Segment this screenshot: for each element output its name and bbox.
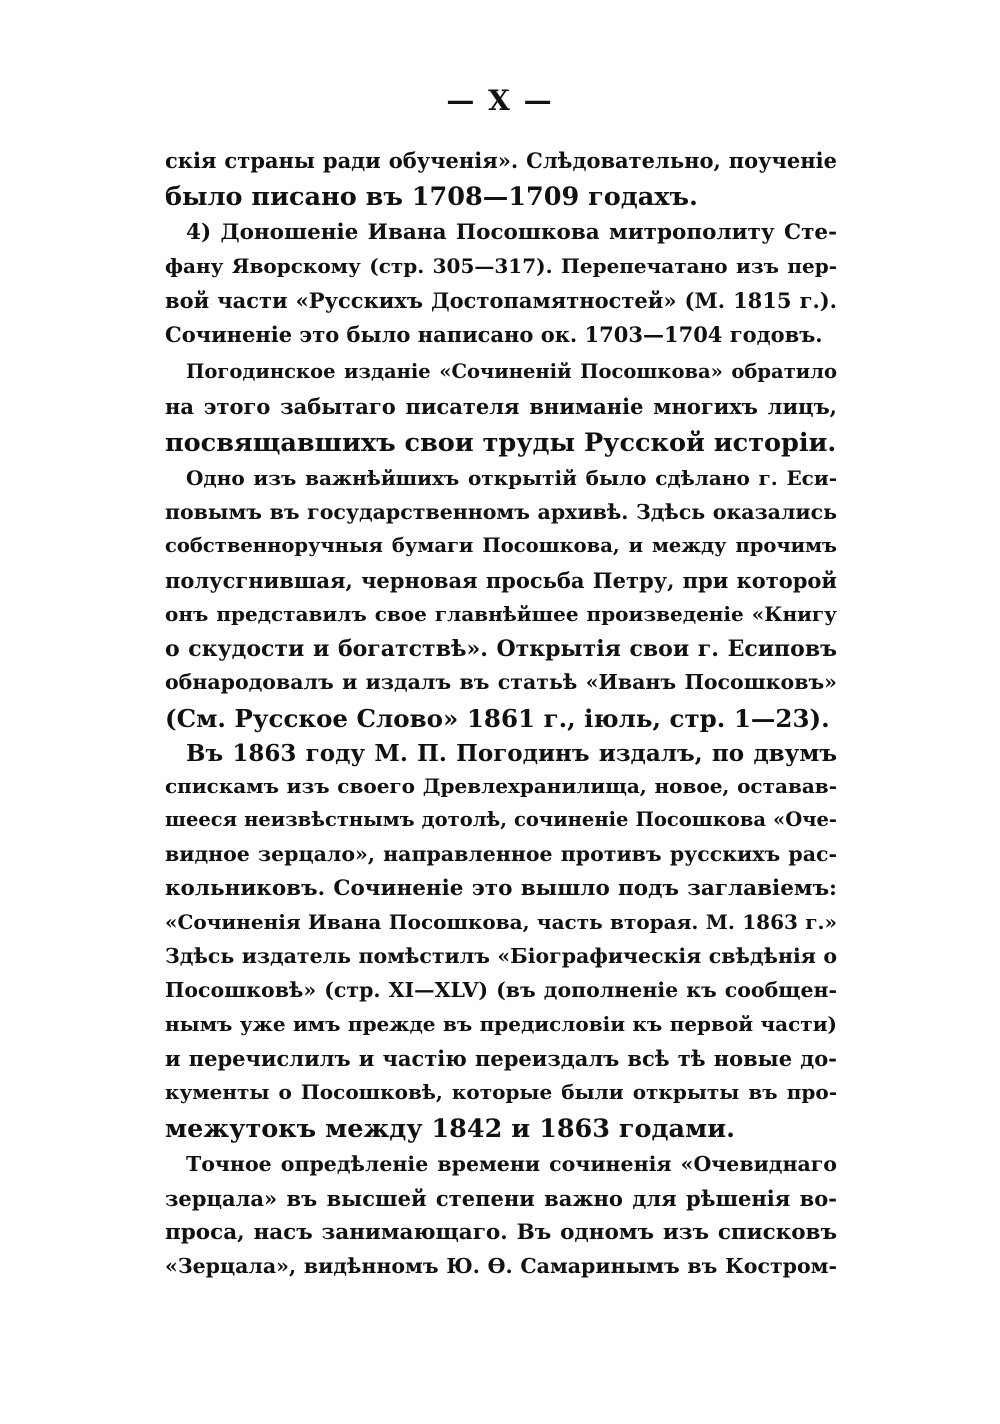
text-line: (См. Русское Слово» 1861 г., іюль, стр. 1—23). xyxy=(165,704,830,733)
text-line: Точное опредѣленіе времени сочиненія «Очевиднаго xyxy=(186,1152,837,1176)
text-line: онъ представилъ свое главнѣйшее произведеніе «Книгу xyxy=(165,602,837,626)
text-line: видное зерцало», направленное противъ русскихъ рас- xyxy=(165,842,837,866)
text-line: и перечислилъ и частію переиздалъ всѣ тѣ новые до- xyxy=(165,1046,837,1071)
page-number-header: — X — xyxy=(446,84,554,117)
text-line: собственноручныя бумаги Посошкова, и между прочимъ xyxy=(165,534,837,557)
text-line: Одно изъ важнѣйшихъ открытій было сдѣлано г. Еси- xyxy=(186,466,837,490)
text-line: о скудости и богатствѣ». Открытія свои г. Есиповъ xyxy=(165,636,837,662)
text-line: кольниковъ. Сочиненіе это вышло подъ заглавіемъ: xyxy=(165,876,837,901)
text-line: на этого забытаго писателя вниманіе многихъ лицъ, xyxy=(165,394,837,419)
text-line: полусгнившая, черновая просьба Петру, при которой xyxy=(165,568,837,593)
text-line: фану Яворскому (стр. 305—317). Перепечатано изъ пер- xyxy=(165,254,837,278)
text-line: повымъ въ государственномъ архивѣ. Здѣсь оказались xyxy=(165,500,837,524)
text-line: 4) Доношеніе Ивана Посошкова митрополиту Сте- xyxy=(186,220,837,245)
text-line: скія страны ради обученія». Слѣдовательно, поученіе xyxy=(165,148,837,173)
text-line: проса, насъ занимающаго. Въ одномъ изъ списковъ xyxy=(165,1220,837,1245)
text-line: спискамъ изъ своего Древлехранилища, новое, оставав- xyxy=(165,774,837,798)
text-line: Сочиненіе это было написано ок. 1703—1704 годовъ. xyxy=(165,322,823,347)
text-line: обнародовалъ и издалъ въ статьѣ «Иванъ Посошковъ» xyxy=(165,670,837,694)
text-line: вой части «Русскихъ Достопамятностей» (М. 1815 г.). xyxy=(165,288,837,313)
text-line: нымъ уже имъ прежде въ предисловіи къ первой части) xyxy=(165,1012,837,1036)
text-line: Погодинское изданіе «Сочиненій Посошкова» обратило xyxy=(186,360,837,383)
text-line: «Сочиненія Ивана Посошкова, часть вторая. М. 1863 г.» xyxy=(165,910,837,934)
text-line: посвящавшихъ свои труды Русской исторіи. xyxy=(165,428,837,458)
text-line: «Зерцала», видѣнномъ Ю. Ѳ. Самаринымъ въ Костром- xyxy=(165,1254,837,1278)
text-line: зерцала» въ высшей степени важно для рѣшенія во- xyxy=(165,1186,837,1211)
text-line: межутокъ между 1842 и 1863 годами. xyxy=(165,1114,736,1144)
text-line: Посошковѣ» (стр. XI—XLV) (въ дополненіе къ сообщен- xyxy=(165,978,837,1002)
text-line: Въ 1863 году М. П. Погодинъ издалъ, по двумъ xyxy=(186,740,837,767)
text-line: было писано въ 1708—1709 годахъ. xyxy=(165,182,698,212)
text-line: Здѣсь издатель помѣстилъ «Біографическія свѣдѣнія о xyxy=(165,944,837,968)
text-line: кументы о Посошковѣ, которые были открыты въ про- xyxy=(165,1080,837,1104)
text-line: шееся неизвѣстнымъ дотолѣ, сочиненіе Посошкова «Оче- xyxy=(165,808,837,831)
